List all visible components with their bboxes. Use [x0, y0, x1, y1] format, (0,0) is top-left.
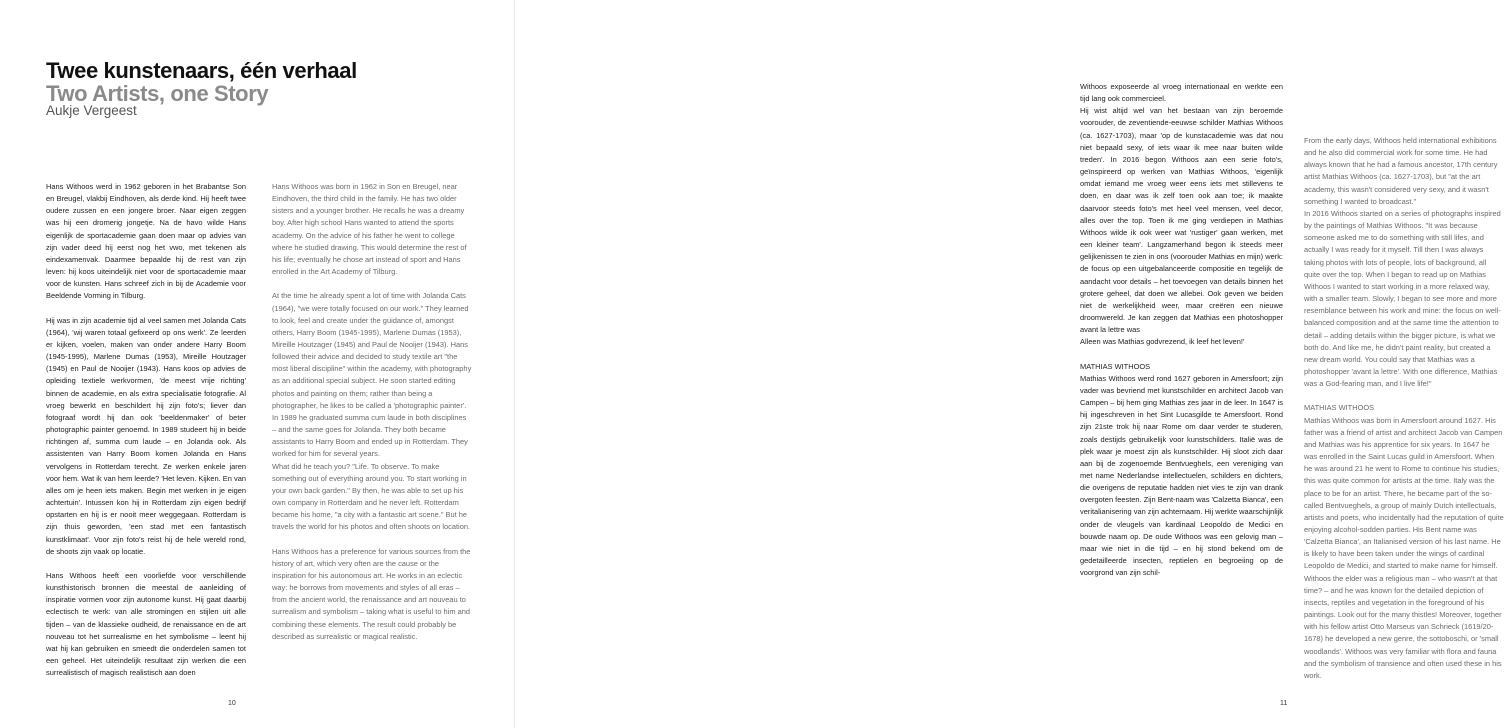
english-column-2	[1304, 135, 1504, 680]
paragraph: Hij wist altijd wel van het bestaan van zijn beroemde voorouder, de zeventiende-eeuwse schilder Mathias Withoos (ca. 1627-1703), maar 'op de kunstacademie was dat nou niet bepaald sexy, of iets waar ik mee naar buiten wilde treden'. In 2016 begon Withoos aan een serie foto's, geïnspireerd op werken van Mathias Withoos, 'eigenlijk omdat iemand me vroeg weer eens iets met stillevens te doen, en daar was ik zelf toen ook aan toe; ik maakte daarvoor steeds foto's met heel veel mensen, veel decor, alles over the top. Toen ik me ging verdiepen in Mathias Withoos wilde ik ook weer wat 'rustiger' gaan werken, met een kleiner team'. Langzamerhand begon ik steeds meer gelijkenissen te zien in ons (voorouder Mathias en mijn) werk: de focus op een uitgebalanceerde compositie en tegelijk de aandacht voor details – het toevoegen van details binnen het grotere geheel, dat doen we allebei. Ook geven we beiden niet de werkelijkheid weer, maar creëren een nieuwe droomwereld. Je kan zeggen dat Mathias een photoshopper avant la lettre was	[1080, 106, 1283, 335]
dutch-column-1	[46, 181, 246, 711]
paragraph: What did he teach you? "Life. To observe. To make something out of everything around you. To start working in your own back garden." By then, he was able to set up his own company in Rotterdam and he never left. Rotterdam became his home, "a city with a fantastic art scene." But he travels the world for his photos and often shoots on location.	[272, 461, 471, 532]
dutch-column-2	[1080, 81, 1283, 601]
right-page	[515, 0, 1504, 728]
left-page	[0, 0, 515, 728]
paragraph: Withoos exposeerde al vroeg internationaal en werkte een tijd lang ook commercieel.	[1080, 82, 1283, 104]
paragraph: At the time he already spent a lot of time with Jolanda Cats (1964), "we were totally focused on our work." They learned to look, feel and create under the guidance of, amongst others, Harry Boom (1945-1995), Marlene Dumas (1953), Mireille Houtzager (1945) and Paul de Nooijer (1943). Hans followed their advice and decided to study textile art "the most liberal discipline" within the academy, with photography as an additional special subject. He soon started editing photos and painting on them; rather than being a photographer, he likes to be called a 'photographic painter'. In 1989 he graduated summa cum laude in both disciplines – and the same goes for Jolanda. They both became assistants to Harry Boom and ended up in Rotterdam. They worked for him for several years.	[272, 291, 472, 459]
section-heading: MATHIAS WITHOOS	[1304, 403, 1375, 413]
paragraph: Hans Withoos was born in 1962 in Son en Breugel, near Eindhoven, the third child in the family. He has two older sisters and a younger brother. He recalls he was a dreamy boy. After high school Hans wanted to attend the sports academy. On the advice of his father he went to college where he studied drawing. This would determine the rest of his life; eventually he chose art instead of sport and Hans enrolled in the Art Academy of Tilburg.	[272, 182, 467, 277]
paragraph: Hij was in zijn academie tijd al veel samen met Jolanda Cats (1964), 'wij waren totaal gefixeerd op ons werk'. Ze leerden er kijken, voelen, maken van onder andere Harry Boom (1945-1995), Marlene Dumas (1953), Mireille Houtzager (1945) en Paul de Nooijer (1943). Hans koos op advies de opleiding textiele werkvormen, 'de meest vrije richting' binnen de academie, en als extra specialisatie fotografie. Al vroeg bewerkt en beschildert hij zijn foto's; liever dan fotograaf wordt hij dan ook 'beeldenmaker' of beter photographic painter genoemd. In 1989 studeert hij in beide richtingen af, summa cum laude – en Jolanda ook. Als assistenten van Harry Boom komen Jolanda en Hans vervolgens in Rotterdam terecht. Ze werken enkele jaren voor hem. Wat ik van hem leerde? 'Het leven. Kijken. En van alles om je heen iets maken. Begin met werken in je eigen achtertuin'. Intussen kon hij in Rotterdam zijn eigen bedrijf opstarten en hij is er nooit meer weggegaan. Rotterdam is zijn thuis geworden, 'een stad met een fantastisch kunstklimaat'. Voor zijn foto's reist hij de hele wereld rond, de shoots zijn vaak op locatie.	[46, 315, 246, 556]
title-dutch: Twee kunstenaars, één verhaal	[46, 58, 357, 83]
paragraph: In 2016 Withoos started on a series of photographs inspired by the paintings of Mathias Withoos. "It was because someone asked me to do something with still lifes, and actually I was ready for it myself. Till then I was always taking photos with lots of people, lots of background, all quite over the top. When I began to read up on Mathias Withoos I wanted to start working in a more relaxed way, with a smaller team. Slowly, I began to see more and more resemblance between his work and mine: the focus on well-balanced composition and at the same time the attention to detail – adding details within the bigger picture, is what we both do. And like me, he didn't paint reality, but created a new dream world. You could say that Mathias was a photoshopper 'avant la lettre'. With one difference, Mathias was a God-fearing man, and I live life!"	[1304, 208, 1501, 389]
paragraph: Mathias Withoos was born in Amersfoort around 1627. His father was a friend of artist and architect Jacob van Campen and Mathias was his apprentice for six years. In 1647 he was enrolled in the Saint Lucas guild in Amersfoort. When he was around 21 he went to Rome to continue his studies, this was quite common for artists at the time. Italy was the place to be for an artist. There, he became part of the so-called Bentvueghels, a group of mainly Dutch intellectuals, artists and poets, who incidentally had the reputation of quite enjoying alcohol-sodden parties. His Bent name was 'Calzetta Bianca', an Italianised version of his last name. He is likely to have been taken under the wings of cardinal Leopoldo de Medici, and started to make name for himself. Withoos the elder was a religious man – who wasn't at that time? – and he was known for the detailed depiction of insects, reptiles and vegetation in the foreground of his paintings. Look out for the many thistles! Moreover, together with his fellow artist Otto Marseus van Schrieck (1619/20-1678) he developed a new genre, the sottoboschi, or 'small woodlands'. Withoos was very familiar with flora and fauna and the symbolism of transience and often used these in his work.	[1304, 415, 1504, 680]
paragraph: Hans Withoos werd in 1962 geboren in het Brabantse Son en Breugel, vlakbij Eindhoven, als derde kind. Hij heeft twee oudere zussen en een jongere broer. Naar eigen zeggen was hij een dromerig jongetje. Na de havo wilde Hans eigenlijk de sportacademie gaan doen maar op advies van zijn vader deed hij eerst nog het vwo, met tekenen als eindexamenvak. Daarmee bepaalde hij de rest van zijn leven: hij koos uiteindelijk niet voor de sportacademie maar voor de kunsten. Hans schreef zich in bij de Academie voor Beeldende Vorming in Tilburg.	[46, 182, 246, 301]
paragraph: From the early days, Withoos held international exhibitions and he also did commercial work for some time. He had always known that he had a famous ancestor, 17th century artist Mathias Withoos (ca. 1627-1703), but "at the art academy, this wasn't considered very sexy, and it wasn't something I wanted to broadcast."	[1304, 136, 1498, 206]
section-heading: MATHIAS WITHOOS	[1080, 361, 1151, 371]
paragraph: Mathias Withoos werd rond 1627 geboren in Amersfoort; zijn vader was bevriend met kunstschilder en architect Jacob van Campen – bij hem ging Mathias zes jaar in de leer. In 1647 is hij ingeschreven in het Sint Lucasgilde te Amersfoort. Rond zijn 21ste trok hij naar Rome om daar verder te studeren, zoals destijds gebruikelijk voor kunstschilders. Italië was de plek waar je moest zijn als kunstschilder. Hij sloot zich daar aan bij de zogenoemde Bentvueghels, een vereniging van met name Nederlandse intellectuelen, schilders en dichters, die overigens de reputatie hadden niet vies te zijn van drank overgoten feesten. Zijn Bent-naam was 'Calzetta Bianca', een veritalianisering van zijn achternaam. Hij werkte waarschijnlijk onder de vleugels van kardinaal Leopoldo de Medici en bouwde naam op. De oude Withoos was een gelovig man – maar wie niet in die tijd – en hij stond bekend om de gedetailleerde insecten, reptielen en begroeiing op de voorgrond van zijn schil-	[1080, 373, 1283, 578]
paragraph: Hans Withoos has a preference for various sources from the history of art, which very often are the cause or the inspiration for his autonomous art. He works in an eclectic way: he borrows from movements and styles of all eras – from the ancient world, the renaissance and art nouveau to surrealism and symbolism – taking what is useful to him and combining these elements. The result could probably be described as surrealistic or magical realistic.	[272, 546, 471, 641]
paragraph: Hans Withoos heeft een voorliefde voor verschillende kunsthistorisch bronnen die meestal de aanleiding of inspiratie vormen voor zijn autonome kunst. Hij gaat daarbij eclectisch te werk: van alle stromingen en stijlen uit alle tijden – van de klassieke oudheid, de renaissance en de art nouveau tot het surrealisme en het symbolisme – leent hij wat hij kan gebruiken en smeedt die onderdelen samen tot een geheel. Het uiteindelijk resultaat zijn werken die een surrealistisch of magisch realistisch aan doen	[46, 570, 246, 678]
paragraph: Alleen was Mathias godvrezend, ik leef het leven!'	[1080, 337, 1245, 347]
page-number-left: 10	[228, 700, 236, 707]
author-name: Aukje Vergeest	[46, 103, 137, 118]
page-number-right: 11	[1280, 700, 1288, 707]
english-column-1	[272, 181, 472, 711]
title-english: Two Artists, one Story	[46, 81, 269, 106]
